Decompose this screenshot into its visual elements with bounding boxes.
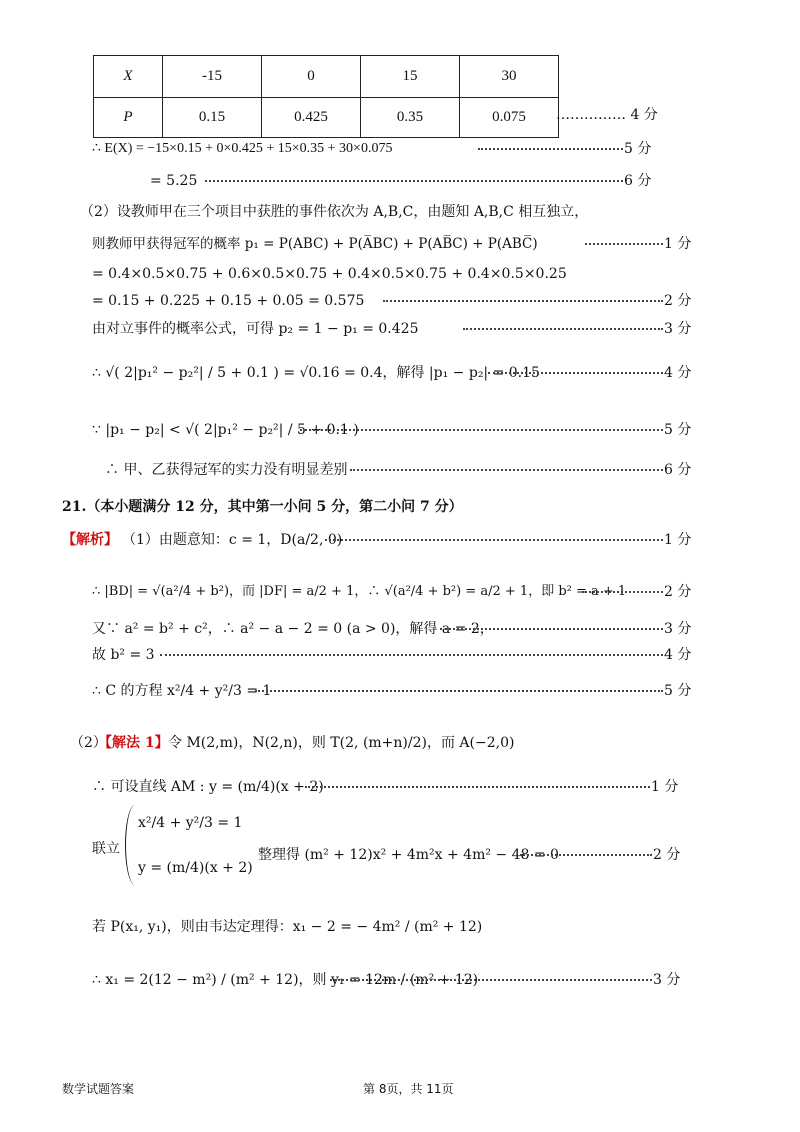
line-text: ∵ |p₁ − p₂| < √( 2|p₁² − p₂²| / 5 + 0.1 ) bbox=[92, 422, 359, 438]
line-am bbox=[0, 772, 800, 802]
line-text: ∴ x₁ = 2(12 − m²) / (m² + 12)，则 y₁ = 12m / (m² + 12) bbox=[92, 972, 479, 988]
table-row bbox=[94, 56, 559, 98]
line-text: 若 P(x₁, y₁)，则由韦达定理得：x₁ − 2 = − 4m² / (m² + 12) bbox=[92, 919, 483, 935]
lianli-label: 联立 bbox=[92, 841, 120, 857]
part2-label: （2） bbox=[70, 735, 107, 751]
line-text: 故 b² = 3 bbox=[92, 647, 155, 663]
dot-leader bbox=[330, 979, 652, 981]
line-text: 整理得 (m² + 12)x² + 4m²x + 4m² − 48 = 0 bbox=[258, 847, 559, 863]
table-cell: 0.35 bbox=[361, 98, 460, 138]
line-text: ∴ √( 2|p₁² − p₂²| / 5 + 0.1 ) = √0.16 = 0.4，解得 |p₁ − p₂| = 0.15 bbox=[92, 365, 540, 381]
system-eq-1: x²/4 + y²/3 = 1 bbox=[138, 815, 243, 831]
score: 1 分 bbox=[664, 236, 692, 252]
score: 2 分 bbox=[664, 584, 692, 600]
line-text: ∴ 可设直线 AM : y = (m/4)(x + 2) bbox=[92, 779, 324, 795]
line-text: = 5.25 bbox=[150, 173, 198, 189]
table-cell: 0 bbox=[262, 56, 361, 98]
jiexi-label: 【解析】 bbox=[62, 532, 118, 548]
dot-leader bbox=[350, 469, 663, 471]
dot-leader bbox=[478, 148, 623, 150]
score: 1 分 bbox=[664, 532, 692, 548]
score: 2 分 bbox=[653, 847, 681, 863]
line-p2intro bbox=[0, 197, 800, 227]
footer-left: 数学试题答案 bbox=[62, 1082, 135, 1096]
line-text: 21.（本小题满分 12 分，其中第一小问 5 分，第二小问 7 分） bbox=[62, 499, 463, 515]
method1-label: 【解法 1】 bbox=[98, 735, 169, 751]
line-p2 bbox=[0, 314, 800, 344]
dot-leader bbox=[305, 786, 650, 788]
line-ex2 bbox=[0, 166, 800, 196]
table-row bbox=[94, 98, 559, 138]
dot-leader bbox=[205, 180, 623, 182]
dot-leader bbox=[160, 654, 663, 656]
line-text: ∴ |BD| = √(a²/4 + b²)，而 |DF| = a/2 + 1，∴ √(a²/4 + b²) = a/2 + 1，即 b² = a + 1 bbox=[92, 584, 627, 599]
line-sqrt1 bbox=[0, 358, 800, 388]
line-x1 bbox=[0, 965, 800, 995]
line-bd bbox=[0, 577, 800, 607]
score: 5 分 bbox=[664, 683, 692, 699]
line-text: 又∵ a² = b² + c²，∴ a² − a − 2 = 0 (a > 0)，解得 a = 2， bbox=[92, 621, 494, 637]
line-calc2 bbox=[0, 286, 800, 316]
line-sys bbox=[0, 840, 800, 870]
line-text: = 0.4×0.5×0.75 + 0.6×0.5×0.75 + 0.4×0.5×0.75 + 0.4×0.5×0.25 bbox=[92, 266, 567, 282]
table-cell: 0.075 bbox=[460, 98, 559, 138]
table-cell: 0.425 bbox=[262, 98, 361, 138]
score: 4 分 bbox=[664, 647, 692, 663]
line-concl bbox=[0, 455, 800, 485]
line-q21 bbox=[0, 492, 800, 522]
score: 4 分 bbox=[664, 365, 692, 381]
score: 6 分 bbox=[624, 173, 652, 189]
score: 1 分 bbox=[651, 779, 679, 795]
table-cell: X bbox=[94, 56, 163, 98]
line-because bbox=[0, 415, 800, 445]
line-jx bbox=[0, 525, 800, 555]
line-sol1 bbox=[0, 728, 800, 758]
line-calc1 bbox=[0, 259, 800, 289]
table-cell: 15 bbox=[361, 56, 460, 98]
line-text: 则教师甲获得冠军的概率 p₁ = P(ABC) + P(A̅BC) + P(AB̅C) + P(ABC̅) bbox=[92, 236, 538, 252]
table-cell: P bbox=[94, 98, 163, 138]
dot-leader bbox=[300, 429, 663, 431]
score: 3 分 bbox=[664, 321, 692, 337]
score: 6 分 bbox=[664, 462, 692, 478]
probability-table bbox=[93, 55, 559, 138]
score: 3 分 bbox=[664, 621, 692, 637]
system-eq-2: y = (m/4)(x + 2) bbox=[138, 860, 253, 876]
dot-leader bbox=[582, 591, 663, 593]
dot-leader bbox=[325, 539, 663, 541]
table-cell: 30 bbox=[460, 56, 559, 98]
line-p1 bbox=[0, 229, 800, 259]
line-text: 令 M(2,m)，N(2,n)，则 T(2, (m+n)/2)，而 A(−2,0) bbox=[168, 735, 515, 751]
dot-leader bbox=[440, 628, 663, 630]
dot-leader bbox=[383, 300, 663, 302]
dot-leader bbox=[488, 372, 663, 374]
line-text: ∴ E(X) = −15×0.15 + 0×0.425 + 15×0.35 + 30×0.075 bbox=[92, 141, 393, 156]
score: 5 分 bbox=[624, 141, 652, 157]
dot-leader bbox=[255, 690, 663, 692]
line-text: 由对立事件的概率公式，可得 p₂ = 1 − p₁ = 0.425 bbox=[92, 321, 419, 337]
score: 3 分 bbox=[653, 972, 681, 988]
line-ex bbox=[0, 134, 800, 164]
score: 2 分 bbox=[664, 293, 692, 309]
dot-leader bbox=[463, 328, 663, 330]
dot-leader bbox=[520, 854, 652, 856]
table-cell: 0.15 bbox=[163, 98, 262, 138]
line-text: （1）由题意知：c = 1，D(a/2, 0) bbox=[122, 532, 343, 548]
dot-leader bbox=[585, 243, 663, 245]
line-text: = 0.15 + 0.225 + 0.15 + 0.05 = 0.575 bbox=[92, 293, 365, 309]
line-text: ∴ 甲、乙获得冠军的实力没有明显差别 bbox=[105, 462, 348, 478]
line-text: （2）设教师甲在三个项目中获胜的事件依次为 A,B,C，由题知 A,B,C 相互独立， bbox=[80, 204, 589, 220]
line-ceq bbox=[0, 676, 800, 706]
page-number: 第 8页，共 11页 bbox=[363, 1082, 454, 1096]
table-score: …………… 4 分 bbox=[556, 107, 658, 123]
line-text: ∴ C 的方程 x²/4 + y²/3 = 1 bbox=[92, 683, 272, 699]
line-b2 bbox=[0, 640, 800, 670]
table-cell: -15 bbox=[163, 56, 262, 98]
score: 5 分 bbox=[664, 422, 692, 438]
line-vieta bbox=[0, 912, 800, 942]
